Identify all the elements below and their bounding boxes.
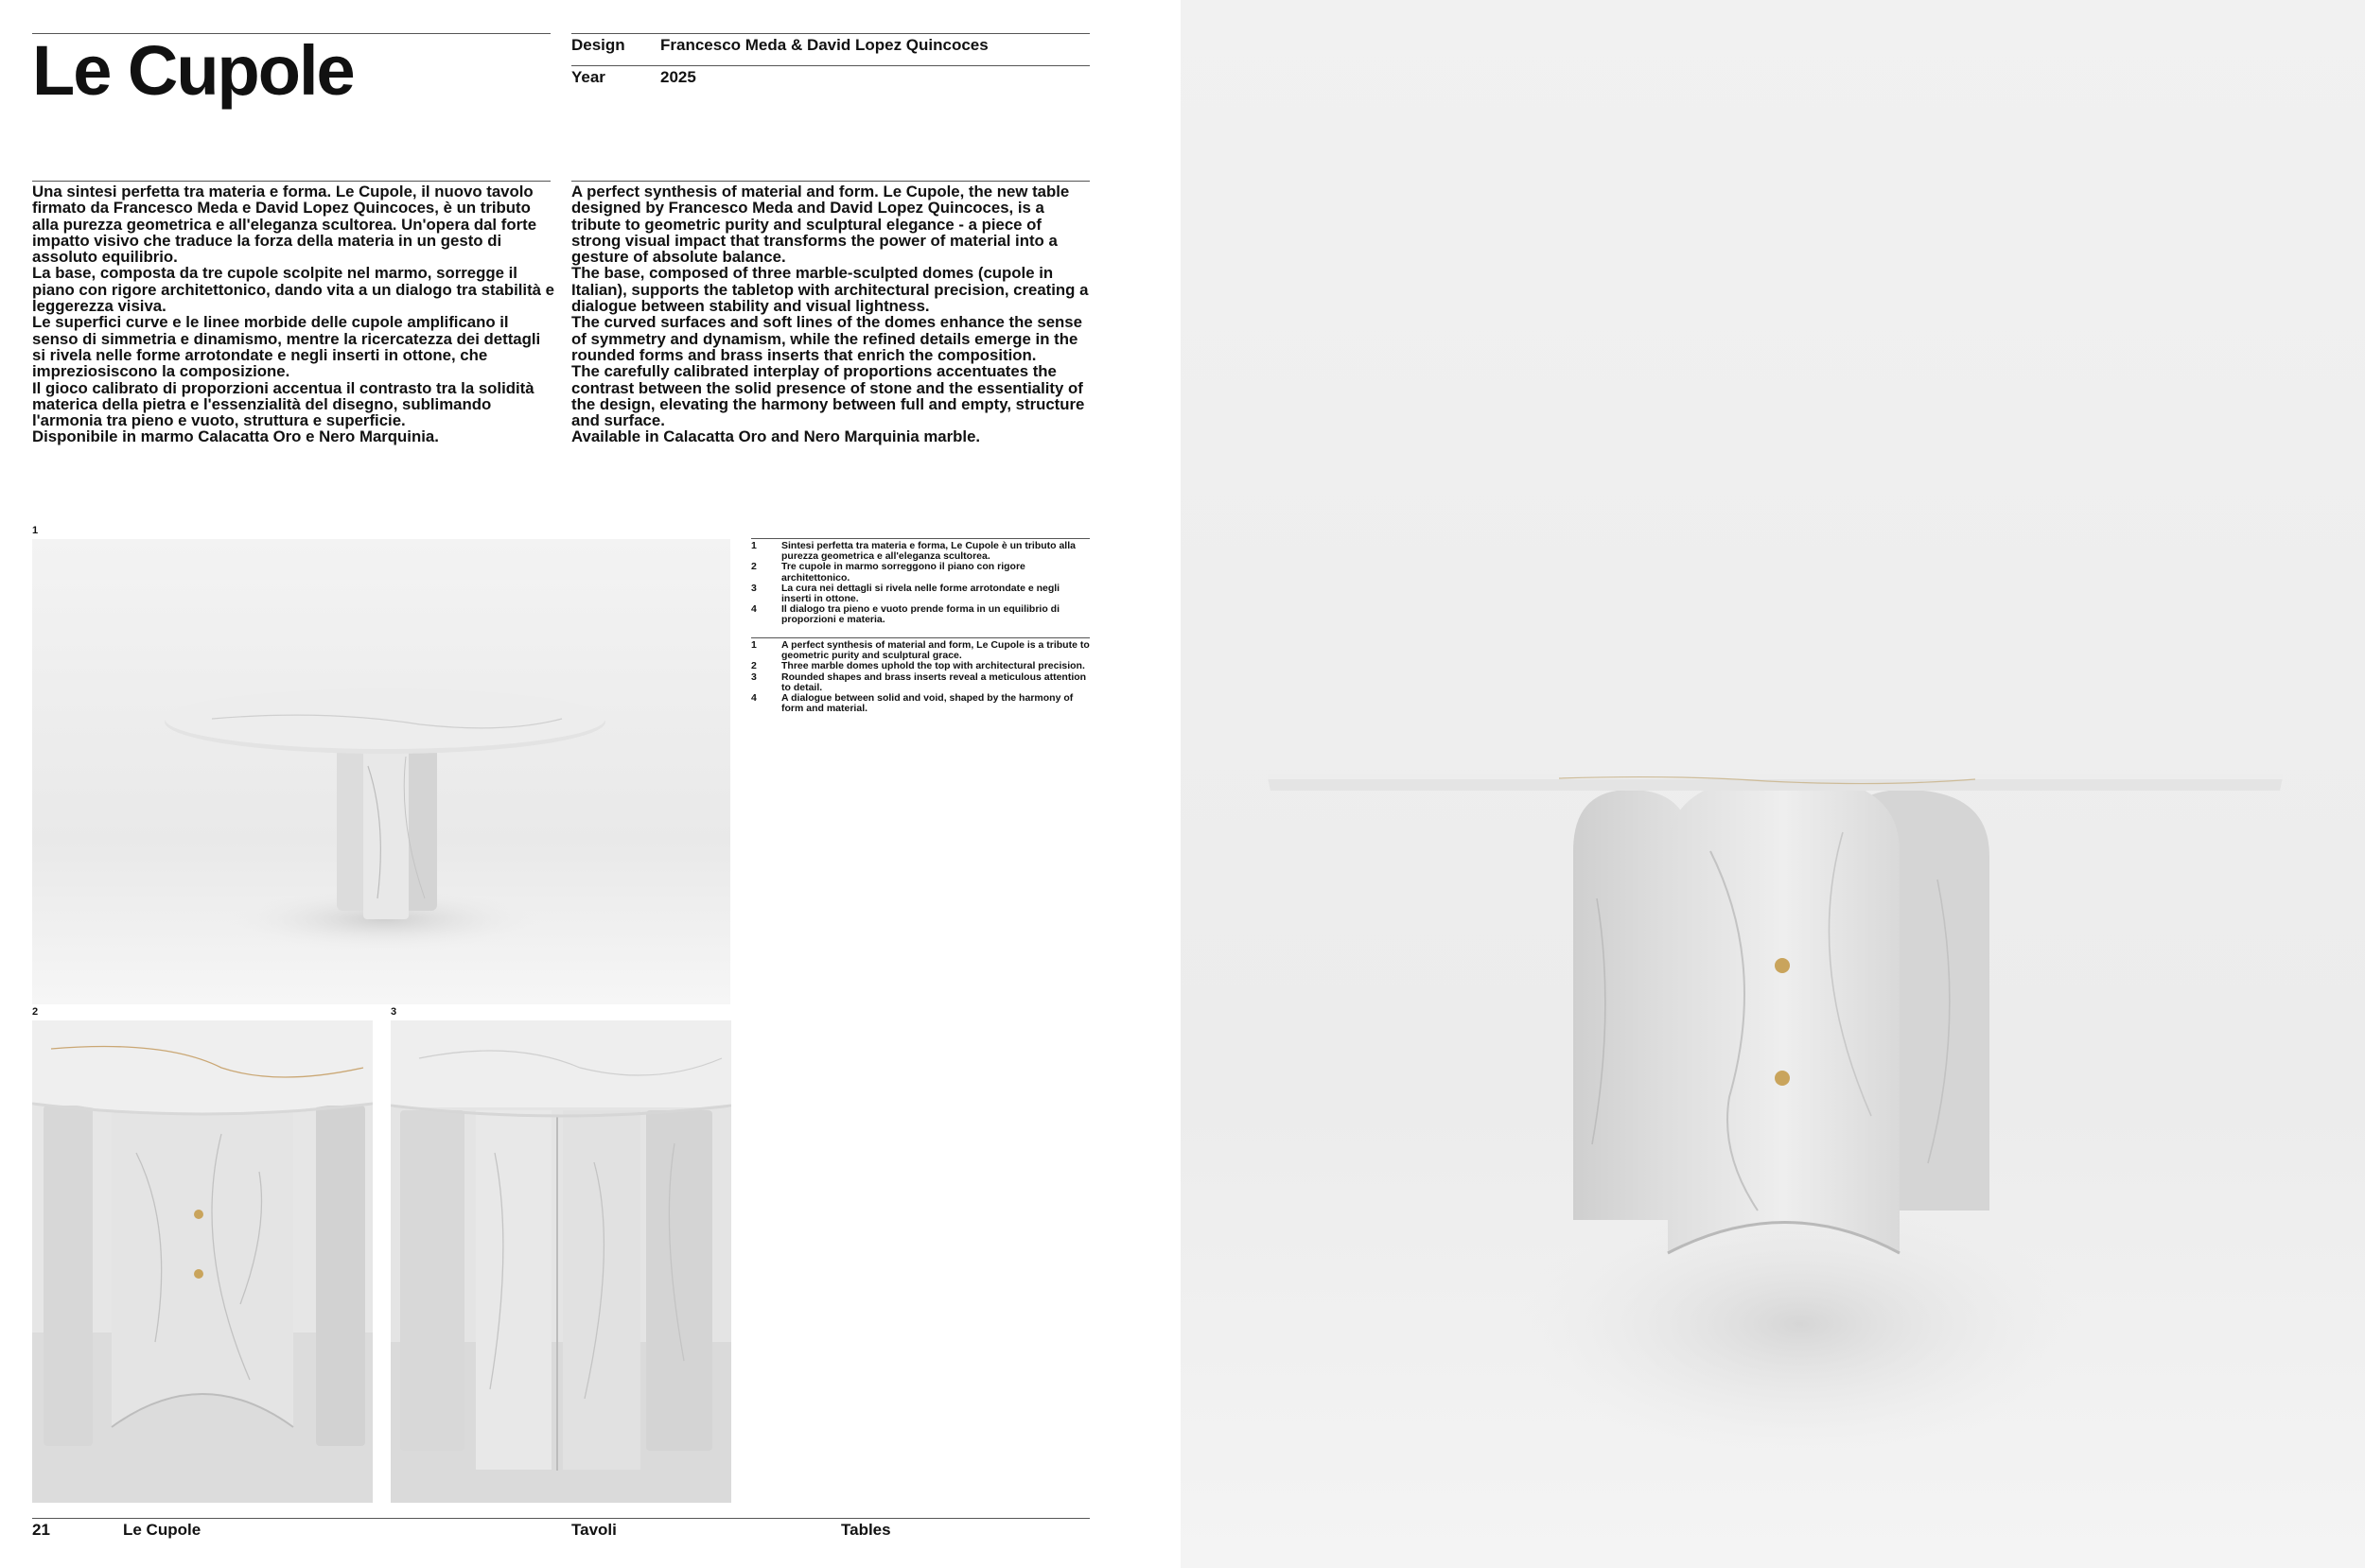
footer-category-it: Tavoli bbox=[571, 1521, 617, 1539]
figure-number-3: 3 bbox=[391, 1006, 397, 1018]
caption-text: La cura nei dettagli si rivela nelle forme arrotondate e negli inserti in ottone. bbox=[781, 582, 1060, 605]
caption-item bbox=[751, 693, 1092, 714]
figure-number-2: 2 bbox=[32, 1006, 39, 1018]
caption-number: 2 bbox=[751, 660, 757, 672]
captions-en bbox=[751, 640, 1092, 714]
caption-number: 2 bbox=[751, 561, 757, 573]
paragraph: Il gioco calibrato di proporzioni accentua il contrasto tra la solidità materica della pietra e l'essenzialità del disegno, sublimando l'armonia tra pieno e vuoto, struttura e superficie. bbox=[32, 378, 534, 430]
caption-item bbox=[751, 672, 1092, 693]
caption-text: Three marble domes uphold the top with architectural precision. bbox=[781, 660, 1085, 672]
page-title: Le Cupole bbox=[32, 31, 354, 110]
page-number: 21 bbox=[32, 1521, 50, 1539]
caption-text: Tre cupole in marmo sorreggono il piano con rigore architettonico. bbox=[781, 561, 1025, 584]
photo-table-overview bbox=[32, 539, 730, 1004]
caption-rule-en bbox=[751, 637, 1090, 638]
meta-rule-top bbox=[571, 33, 1090, 34]
caption-number: 3 bbox=[751, 582, 757, 594]
paragraph: The carefully calibrated interplay of proportions accentuates the contrast between the solid presence of stone and the essentiality of the design, elevating the harmony between full and empty, structure and surface. bbox=[571, 362, 1085, 430]
caption-item bbox=[751, 640, 1092, 661]
caption-item bbox=[751, 562, 1092, 583]
caption-text: Il dialogo tra pieno e vuoto prende forma in un equilibrio di proporzioni e materia. bbox=[781, 603, 1060, 626]
body-rule-it bbox=[32, 181, 551, 182]
caption-item bbox=[751, 541, 1092, 562]
caption-rule-it bbox=[751, 538, 1090, 539]
caption-number: 1 bbox=[751, 540, 757, 551]
paragraph: The base, composed of three marble-sculpted domes (cupole in Italian), supports the tabletop with architectural precision, creating a dialogue between stability and visual lightness. bbox=[571, 264, 1089, 316]
caption-number: 4 bbox=[751, 692, 757, 705]
photo-domes-closeup bbox=[391, 1020, 731, 1503]
caption-item bbox=[751, 661, 1092, 671]
caption-text: Rounded shapes and brass inserts reveal a meticulous attention to detail. bbox=[781, 671, 1087, 693]
paragraph: Le superfici curve e le linee morbide delle cupole amplificano il senso di simmetria e dinamismo, mentre la ricercatezza dei dettagli si rivela nelle forme arrotondate e negli inserti in ottone, che impreziosiscono la composizione. bbox=[32, 313, 541, 381]
captions-it bbox=[751, 541, 1092, 626]
left-page bbox=[0, 0, 1181, 1568]
caption-item bbox=[751, 584, 1092, 604]
photo-hero-table bbox=[1181, 0, 2365, 1568]
footer-rule bbox=[32, 1518, 1090, 1519]
caption-number: 4 bbox=[751, 603, 757, 616]
body-text-en bbox=[571, 183, 1094, 445]
year-value: 2025 bbox=[660, 68, 696, 86]
caption-text: A perfect synthesis of material and form, Le Cupole is a tribute to geometric purity and sculptural grace. bbox=[781, 639, 1090, 662]
year-label: Year bbox=[571, 68, 605, 86]
paragraph: The curved surfaces and soft lines of the domes enhance the sense of symmetry and dynamism, while the refined details emerge in the rounded forms and brass inserts that enrich the composition. bbox=[571, 313, 1082, 364]
paragraph: Disponibile in marmo Calacatta Oro e Nero Marquinia. bbox=[32, 427, 439, 446]
design-label: Design bbox=[571, 36, 625, 54]
design-value: Francesco Meda & David Lopez Quincoces bbox=[660, 36, 989, 54]
paragraph: La base, composta da tre cupole scolpite nel marmo, sorregge il piano con rigore architettonico, dando vita a un dialogo tra stabilità e leggerezza visiva. bbox=[32, 264, 554, 316]
figure-number-1: 1 bbox=[32, 525, 39, 536]
footer-product: Le Cupole bbox=[123, 1521, 201, 1539]
caption-text: A dialogue between solid and void, shaped by the harmony of form and material. bbox=[781, 692, 1074, 715]
paragraph: Una sintesi perfetta tra materia e forma. Le Cupole, il nuovo tavolo firmato da Francesco Meda e David Lopez Quincoces, è un tributo alla purezza geometrica e all'eleganza scultorea. Un'opera dal forte impatto visivo che traduce la forza della materia in un gesto di assoluto equilibrio. bbox=[32, 183, 537, 267]
caption-number: 1 bbox=[751, 639, 757, 651]
caption-text: Sintesi perfetta tra materia e forma, Le Cupole è un tributo alla purezza geometrica e all'eleganza scultorea. bbox=[781, 540, 1076, 563]
caption-number: 3 bbox=[751, 671, 757, 683]
footer-category-en: Tables bbox=[841, 1521, 891, 1539]
body-text-it bbox=[32, 183, 554, 445]
meta-rule-mid bbox=[571, 65, 1090, 66]
paragraph: Available in Calacatta Oro and Nero Marquinia marble. bbox=[571, 427, 981, 446]
photo-base-detail bbox=[32, 1020, 373, 1503]
caption-item bbox=[751, 604, 1092, 625]
paragraph: A perfect synthesis of material and form. Le Cupole, the new table designed by Francesco Meda and David Lopez Quincoces, is a tribute to geometric purity and sculptural elegance - a piece of strong visual impact that transforms the power of material into a gesture of absolute balance. bbox=[571, 183, 1070, 267]
body-rule-en bbox=[571, 181, 1090, 182]
